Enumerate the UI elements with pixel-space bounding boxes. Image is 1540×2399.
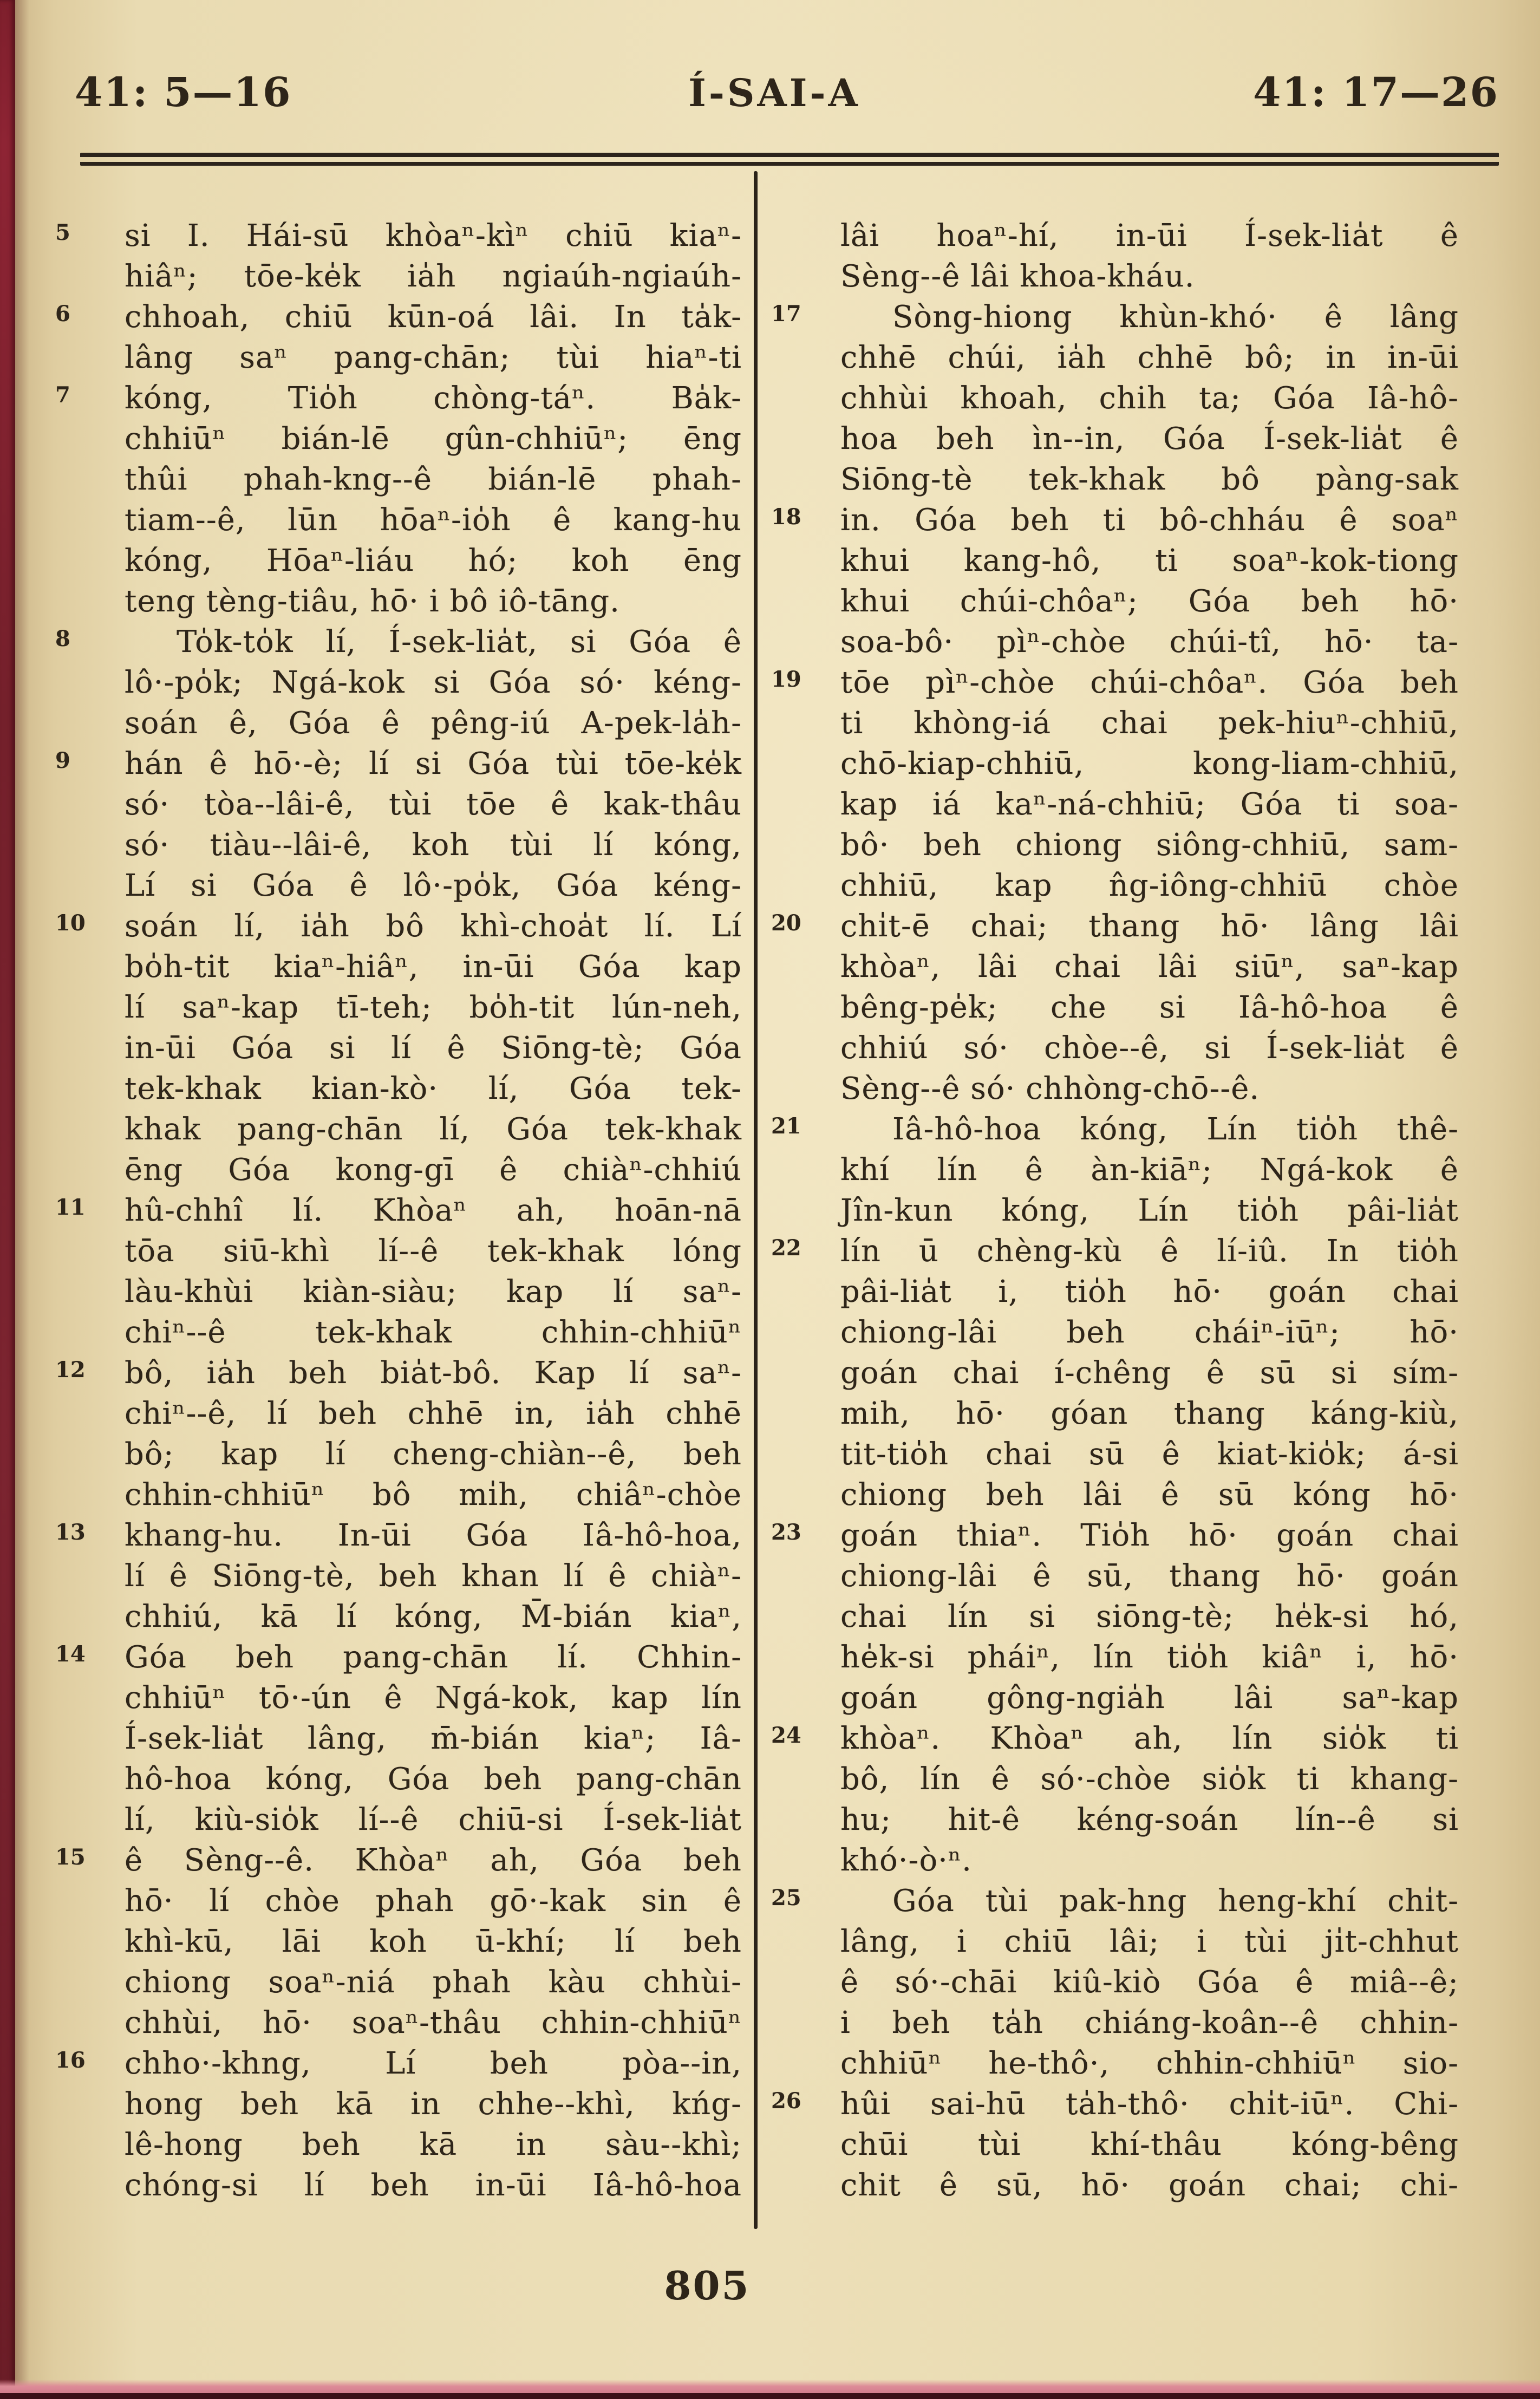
verse-text: lâi hoaⁿ-hí, in-ūi Í-sek-lia̍t ê <box>840 218 1459 253</box>
verse-number: 19 <box>771 667 801 692</box>
column-right <box>771 216 1459 2206</box>
verse-text: bo̍h-tit kiaⁿ-hiâⁿ, in-ūi Góa kap <box>125 949 742 985</box>
verse-number: 22 <box>771 1235 801 1261</box>
text-line <box>771 906 1459 947</box>
verse-text: chiong-lâi beh cháiⁿ-iūⁿ; hō· <box>840 1315 1459 1350</box>
text-line <box>840 1312 1459 1353</box>
verse-text: chhiūⁿ bián-lē gûn-chhiūⁿ; ēng <box>125 421 742 457</box>
text-line <box>125 337 742 378</box>
page-title: Í-SAI-A <box>688 70 860 115</box>
verse-text: soán lí, ia̍h bô khì-choa̍t lí. Lí <box>125 909 742 944</box>
verse-text: só· tòa--lâi-ê, tùi tōe ê kak-thâu <box>125 787 742 822</box>
verse-text: lâng, i chiū lâi; i tùi ji̍t-chhut <box>840 1924 1459 1959</box>
header-right-chapter: 41: <box>1252 69 1327 116</box>
verse-number: 21 <box>771 1113 801 1139</box>
text-line <box>840 865 1459 906</box>
text-line <box>840 825 1459 865</box>
text-line <box>125 2165 742 2206</box>
verse-text: Jîn-kun kóng, Lín tio̍h pâi-lia̍t <box>840 1193 1459 1228</box>
text-line <box>55 378 742 419</box>
text-line <box>125 1434 742 1475</box>
text-line <box>125 1881 742 1921</box>
verse-number: 5 <box>55 220 70 245</box>
header-right-reference <box>1253 69 1499 116</box>
verse-text: goán gông-ngia̍h lâi saⁿ-kap <box>840 1680 1459 1716</box>
text-line <box>840 2003 1459 2043</box>
text-line <box>55 297 742 337</box>
verse-text: pâi-lia̍t i, tio̍h hō· goán chai <box>840 1274 1459 1309</box>
text-line <box>840 2165 1459 2206</box>
verse-text: lô·-po̍k; Ngá-kok si Góa só· kéng- <box>125 665 742 700</box>
text-line <box>840 2124 1459 2165</box>
verse-text: Siōng-tè tek-khak bô pàng-sak <box>840 462 1459 497</box>
text-line <box>125 1718 742 1759</box>
text-line <box>125 1800 742 1840</box>
header-double-rule <box>80 153 1499 166</box>
verse-text: bêng-pe̍k; che si Iâ-hô-hoa ê <box>840 990 1459 1025</box>
text-line <box>771 1718 1459 1759</box>
text-line <box>125 1028 742 1068</box>
verse-text: bô; kap lí cheng-chiàn--ê, beh <box>125 1437 742 1472</box>
verse-text: lín ū chèng-kù ê lí-iû. In tio̍h <box>840 1234 1459 1269</box>
verse-text: mih, hō· góan thang káng-kiù, <box>840 1396 1459 1431</box>
verse-number: 9 <box>55 748 70 773</box>
verse-text: chai lín si siōng-tè; he̍k-si hó, <box>840 1599 1459 1634</box>
column-divider-rule <box>754 171 758 2229</box>
text-line <box>840 1272 1459 1312</box>
verse-number: 16 <box>55 2048 86 2073</box>
text-line <box>125 2003 742 2043</box>
text-line <box>55 906 742 947</box>
verse-text: chi̍t-ē chai; thang hō· lâng lâi <box>840 909 1459 944</box>
text-line <box>125 865 742 906</box>
verse-text: he̍k-si pháiⁿ, lín tio̍h kiâⁿ i, hō· <box>840 1640 1459 1675</box>
text-line <box>840 337 1459 378</box>
column-left <box>55 216 742 2206</box>
text-line <box>125 1921 742 1962</box>
verse-text: tiam--ê, lūn hōaⁿ-io̍h ê kang-hu <box>125 503 742 538</box>
verse-text: kóng, Tio̍h chòng-táⁿ. Ba̍k- <box>125 381 742 416</box>
text-line <box>771 297 1459 337</box>
verse-text: hô-hoa kóng, Góa beh pang-chān <box>125 1762 742 1797</box>
verse-text: khí lín ê àn-kiāⁿ; Ngá-kok ê <box>840 1152 1459 1188</box>
verse-text: Í-sek-lia̍t lâng, m̄-bián kiaⁿ; Iâ- <box>125 1721 742 1756</box>
text-line <box>125 784 742 825</box>
verse-number: 7 <box>55 382 70 408</box>
text-line <box>840 1800 1459 1840</box>
verse-number: 26 <box>771 2088 801 2114</box>
verse-text: kóng, Hōaⁿ-liáu hó; koh ēng <box>125 543 742 578</box>
text-line <box>840 1678 1459 1718</box>
verse-text: lâng saⁿ pang-chān; tùi hiaⁿ-ti <box>125 340 742 375</box>
verse-text: Lí si Góa ê lô·-po̍k, Góa kéng- <box>125 868 742 903</box>
verse-text: Sèng--ê lâi khoa-kháu. <box>840 259 1195 294</box>
verse-text: chho·-khng, Lí beh pòa--in, <box>125 2046 742 2081</box>
text-line <box>771 500 1459 540</box>
verse-text: tōa siū-khì lí--ê tek-khak lóng <box>125 1234 742 1269</box>
header-left-verse-range: 5—16 <box>164 69 292 116</box>
verse-number: 15 <box>55 1844 86 1870</box>
verse-text: lí ê Siōng-tè, beh khan lí ê chiàⁿ- <box>125 1559 742 1594</box>
text-line <box>840 1068 1459 1109</box>
book-edge-left-red-strip <box>0 0 15 2399</box>
verse-number: 10 <box>55 910 86 936</box>
text-line <box>840 1150 1459 1190</box>
verse-text: tōe pìⁿ-chòe chúi-chôaⁿ. Góa beh <box>840 665 1459 700</box>
verse-text: chhē chúi, ia̍h chhē bô; in in-ūi <box>840 340 1459 375</box>
verse-number: 12 <box>55 1357 86 1383</box>
text-line <box>125 1312 742 1353</box>
verse-text: goán chai í-chêng ê sū si sím- <box>840 1355 1459 1391</box>
text-line <box>840 1393 1459 1434</box>
verse-text: khak pang-chān lí, Góa tek-khak <box>125 1112 742 1147</box>
text-line <box>840 1028 1459 1068</box>
text-line <box>125 1596 742 1637</box>
verse-text: bô· beh chiong siông-chhiū, sam- <box>840 827 1459 863</box>
text-line <box>840 1434 1459 1475</box>
verse-text: khui kang-hô, ti soaⁿ-kok-tiong <box>840 543 1459 578</box>
verse-number: 23 <box>771 1520 801 1545</box>
text-line <box>125 662 742 703</box>
verse-number: 24 <box>771 1723 801 1748</box>
verse-text: Góa beh pang-chān lí. Chhin- <box>125 1640 742 1675</box>
text-line <box>55 1190 742 1231</box>
text-line <box>840 1556 1459 1596</box>
verse-text: làu-khùi kiàn-siàu; kap lí saⁿ- <box>125 1274 742 1309</box>
text-line <box>125 1962 742 2003</box>
verse-text: chiong-lâi ê sū, thang hō· goán <box>840 1559 1459 1594</box>
text-line <box>771 662 1459 703</box>
verse-text: ê Sèng--ê. Khòaⁿ ah, Góa beh <box>125 1843 742 1878</box>
text-line <box>840 622 1459 662</box>
text-line <box>840 459 1459 500</box>
verse-text: chhiú só· chòe--ê, si Í-sek-lia̍t ê <box>840 1031 1459 1066</box>
verse-text: khui chúi-chôaⁿ; Góa beh hō· <box>840 584 1459 619</box>
text-line <box>125 1150 742 1190</box>
verse-text: chhin-chhiūⁿ bô mi̍h, chiâⁿ-chòe <box>125 1477 742 1513</box>
text-line <box>840 987 1459 1028</box>
verse-number: 14 <box>55 1641 86 1667</box>
verse-text: chhiūⁿ he-thô·, chhin-chhiūⁿ sio- <box>840 2046 1459 2081</box>
verse-text: ê só·-chāi kiû-kiò Góa ê miâ--ê; <box>840 1965 1459 2000</box>
text-line <box>840 1596 1459 1637</box>
verse-text: chhùi khoah, chih ta; Góa Iâ-hô- <box>840 381 1459 416</box>
text-line <box>55 216 742 256</box>
verse-text: chiⁿ--ê tek-khak chhin-chhiūⁿ <box>125 1315 742 1350</box>
book-edge-bottom-line <box>0 2393 1540 2399</box>
text-line <box>840 703 1459 744</box>
verse-text: Góa tùi pak-hng heng-khí chi̍t- <box>892 1883 1459 1919</box>
text-line <box>125 825 742 865</box>
text-line <box>125 1068 742 1109</box>
verse-text: khòaⁿ, lâi chai lâi siūⁿ, saⁿ-kap <box>840 949 1459 985</box>
verse-text: bô, ia̍h beh bia̍t-bô. Kap lí saⁿ- <box>125 1355 742 1391</box>
text-line <box>840 1840 1459 1881</box>
text-line <box>125 1556 742 1596</box>
verse-text: chóng-si lí beh in-ūi Iâ-hô-hoa <box>125 2168 742 2203</box>
text-line <box>125 1109 742 1150</box>
text-line <box>840 1962 1459 2003</box>
text-line <box>125 947 742 987</box>
text-line <box>125 1231 742 1272</box>
text-line <box>840 1353 1459 1393</box>
verse-text: Iâ-hô-hoa kóng, Lín tio̍h thê- <box>892 1112 1459 1147</box>
text-line <box>840 947 1459 987</box>
verse-text: hán ê hō·-è; lí si Góa tùi tōe-ke̍k <box>125 746 742 781</box>
verse-text: Sèng--ê só· chhòng-chō--ê. <box>840 1071 1260 1106</box>
verse-number: 25 <box>771 1885 801 1911</box>
verse-text: khì-kū, lāi koh ū-khí; lí beh <box>125 1924 742 1959</box>
text-line <box>55 1840 742 1881</box>
text-line <box>125 2084 742 2124</box>
verse-text: soa-bô· pìⁿ-chòe chúi-tî, hō· ta- <box>840 624 1459 660</box>
text-line <box>840 1637 1459 1678</box>
verse-text: hoa beh ìn--in, Góa Í-sek-lia̍t ê <box>840 421 1459 457</box>
verse-text: goán thiaⁿ. Tio̍h hō· goán chai <box>840 1518 1459 1553</box>
verse-text: hûi sai-hū ta̍h-thô· chi̍t-iūⁿ. Chi- <box>840 2087 1459 2122</box>
text-line <box>840 540 1459 581</box>
text-line <box>840 1190 1459 1231</box>
verse-text: tek-khak kian-kò· lí, Góa tek- <box>125 1071 742 1106</box>
verse-text: chiong beh lâi ê sū kóng hō· <box>840 1477 1459 1513</box>
verse-text: hiâⁿ; tōe-ke̍k ia̍h ngiaúh-ngiaúh- <box>125 259 742 294</box>
text-line <box>771 2084 1459 2124</box>
verse-number: 18 <box>771 504 801 530</box>
header-right-verse-range: 17—26 <box>1342 69 1499 116</box>
text-line <box>125 459 742 500</box>
text-line <box>125 1678 742 1718</box>
text-line <box>55 1637 742 1678</box>
verse-text: hû-chhî lí. Khòaⁿ ah, hoān-nā <box>125 1193 742 1228</box>
text-line <box>840 1921 1459 1962</box>
text-line <box>840 581 1459 622</box>
verse-text: soán ê, Góa ê pêng-iú A-pek-la̍h- <box>125 706 742 741</box>
text-line <box>840 1475 1459 1515</box>
verse-text: hong beh kā in chhe--khì, kńg- <box>125 2087 742 2122</box>
text-line <box>125 540 742 581</box>
text-line <box>125 419 742 459</box>
header-left-chapter: 41: <box>75 69 149 116</box>
verse-text: lí saⁿ-kap tī-teh; bo̍h-tit lún-neh, <box>125 990 742 1025</box>
text-line <box>125 2124 742 2165</box>
verse-text: in-ūi Góa si lí ê Siōng-tè; Góa <box>125 1031 742 1066</box>
verse-text: ēng Góa kong-gī ê chiàⁿ-chhiú <box>125 1152 742 1188</box>
verse-text: chhiū, kap n̂g-iông-chhiū chòe <box>840 868 1459 903</box>
verse-text: lê-hong beh kā in sàu--khì; <box>125 2127 742 2162</box>
text-line <box>125 1272 742 1312</box>
text-line <box>125 1475 742 1515</box>
text-line <box>125 1393 742 1434</box>
text-line <box>771 1109 1459 1150</box>
text-line <box>840 256 1459 297</box>
verse-text: i beh ta̍h chiáng-koân--ê chhin- <box>840 2005 1459 2041</box>
text-line <box>55 1353 742 1393</box>
verse-text: kap iá kaⁿ-ná-chhiū; Góa ti soa- <box>840 787 1459 822</box>
text-line <box>771 1515 1459 1556</box>
verse-text: chiⁿ--ê, lí beh chhē in, ia̍h chhē <box>125 1396 742 1431</box>
text-line <box>840 784 1459 825</box>
verse-text: chit ê sū, hō· goán chai; chi- <box>840 2168 1459 2203</box>
verse-text: bô, lín ê só·-chòe sio̍k ti khang- <box>840 1762 1459 1797</box>
running-head <box>0 69 1540 129</box>
verse-text: hō· lí chòe phah gō·-kak sin ê <box>125 1883 742 1919</box>
text-line <box>55 2043 742 2084</box>
verse-number: 20 <box>771 910 801 936</box>
verse-text: Sòng-hiong khùn-khó· ê lâng <box>892 299 1459 335</box>
verse-number: 6 <box>55 301 70 327</box>
verse-text: chūi tùi khí-thâu kóng-bêng <box>840 2127 1459 2162</box>
text-line <box>55 1515 742 1556</box>
verse-text: thûi phah-kng--ê bián-lē phah- <box>125 462 742 497</box>
header-left-reference <box>75 69 292 116</box>
verse-text: khang-hu. In-ūi Góa Iâ-hô-hoa, <box>125 1518 742 1553</box>
verse-text: in. Góa beh ti bô-chháu ê soaⁿ <box>840 503 1459 538</box>
verse-text: khòaⁿ. Khòaⁿ ah, lín sio̍k ti <box>840 1721 1459 1756</box>
text-line <box>840 2043 1459 2084</box>
text-line <box>840 378 1459 419</box>
verse-text: teng tèng-tiâu, hō· i bô iô-tāng. <box>125 584 620 619</box>
verse-text: chhiūⁿ tō·-ún ê Ngá-kok, kap lín <box>125 1680 742 1716</box>
verse-text: lí, kiù-sio̍k lí--ê chiū-si Í-sek-lia̍t <box>125 1802 742 1837</box>
page-number: 805 <box>664 2263 751 2309</box>
verse-text: hu; hit-ê kéng-soán lín--ê si <box>840 1802 1459 1837</box>
text-line <box>125 703 742 744</box>
verse-text: chhoah, chiū kūn-oá lâi. In ta̍k- <box>125 299 742 335</box>
verse-text: si I. Hái-sū khòaⁿ-kìⁿ chiū kiaⁿ- <box>125 218 742 253</box>
verse-text: só· tiàu--lâi-ê, koh tùi lí kóng, <box>125 827 742 863</box>
text-line <box>125 1759 742 1800</box>
text-line <box>840 419 1459 459</box>
text-line <box>55 744 742 784</box>
verse-number: 17 <box>771 301 801 327</box>
text-line <box>55 622 742 662</box>
text-line <box>125 256 742 297</box>
verse-text: chhùi, hō· soaⁿ-thâu chhin-chhiūⁿ <box>125 2005 742 2041</box>
verse-text: ti khòng-iá chai pek-hiuⁿ-chhiū, <box>840 706 1459 741</box>
text-line <box>840 744 1459 784</box>
text-line <box>125 581 742 622</box>
text-line <box>840 1759 1459 1800</box>
text-line <box>771 1231 1459 1272</box>
verse-text: khó·-ò·ⁿ. <box>840 1843 972 1878</box>
verse-text: tit-tio̍h chai sū ê kiat-kio̍k; á-si <box>840 1437 1459 1472</box>
verse-text: chhiú, kā lí kóng, M̄-bián kiaⁿ, <box>125 1599 742 1634</box>
verse-number: 8 <box>55 626 70 651</box>
verse-number: 13 <box>55 1520 86 1545</box>
verse-text: chō-kiap-chhiū, kong-liam-chhiū, <box>840 746 1459 781</box>
text-line <box>840 216 1459 256</box>
verse-number: 11 <box>55 1195 86 1220</box>
text-line <box>125 500 742 540</box>
verse-text: To̍k-to̍k lí, Í-sek-lia̍t, si Góa ê <box>177 624 742 660</box>
text-line <box>125 987 742 1028</box>
verse-text: chiong soaⁿ-niá phah kàu chhùi- <box>125 1965 742 2000</box>
text-line <box>771 1881 1459 1921</box>
